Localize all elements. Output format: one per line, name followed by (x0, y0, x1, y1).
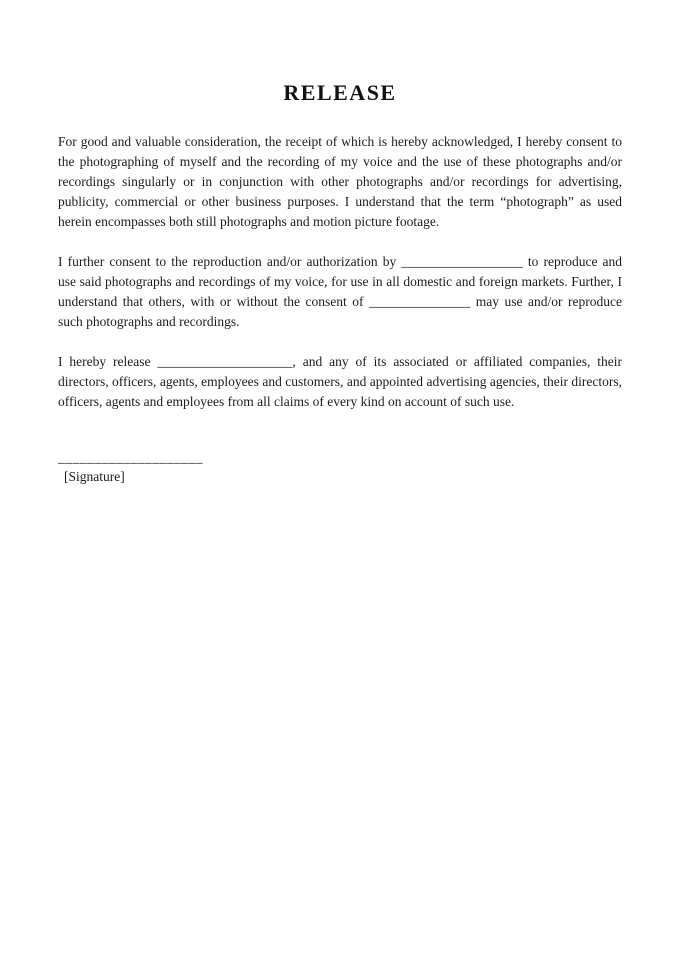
document-title: RELEASE (283, 80, 397, 105)
signature-label: [Signature] (64, 469, 125, 484)
paragraph-reproduction: I further consent to the reproduction and/or authorization by __________________ to reproduce and use said photographs and recordings of my voice, for use in all domestic and foreign markets. Further, I understand that others, with or without the consent of _______________ may use and/or reproduce such photographs and recordings. (58, 254, 622, 329)
paragraph-consent: For good and valuable consideration, the receipt of which is hereby acknowledged, I hereby consent to the photographing of myself and the recording of my voice and the use of these photographs and/or recordings singularly or in conjunction with other photographs and/or recordings for advertising, publicity, commercial or other business purposes. I understand that the term “photograph” as used herein encompasses both still photographs and motion picture footage. (58, 134, 622, 229)
signature-block (58, 450, 622, 486)
signature-line: ____________________ (58, 450, 203, 465)
paragraph-release: I hereby release ____________________, and any of its associated or affiliated companies, their directors, officers, agents, employees and customers, and appointed advertising agencies, their directors, officers, agents and employees from all claims of every kind on account of such use. (58, 354, 622, 409)
